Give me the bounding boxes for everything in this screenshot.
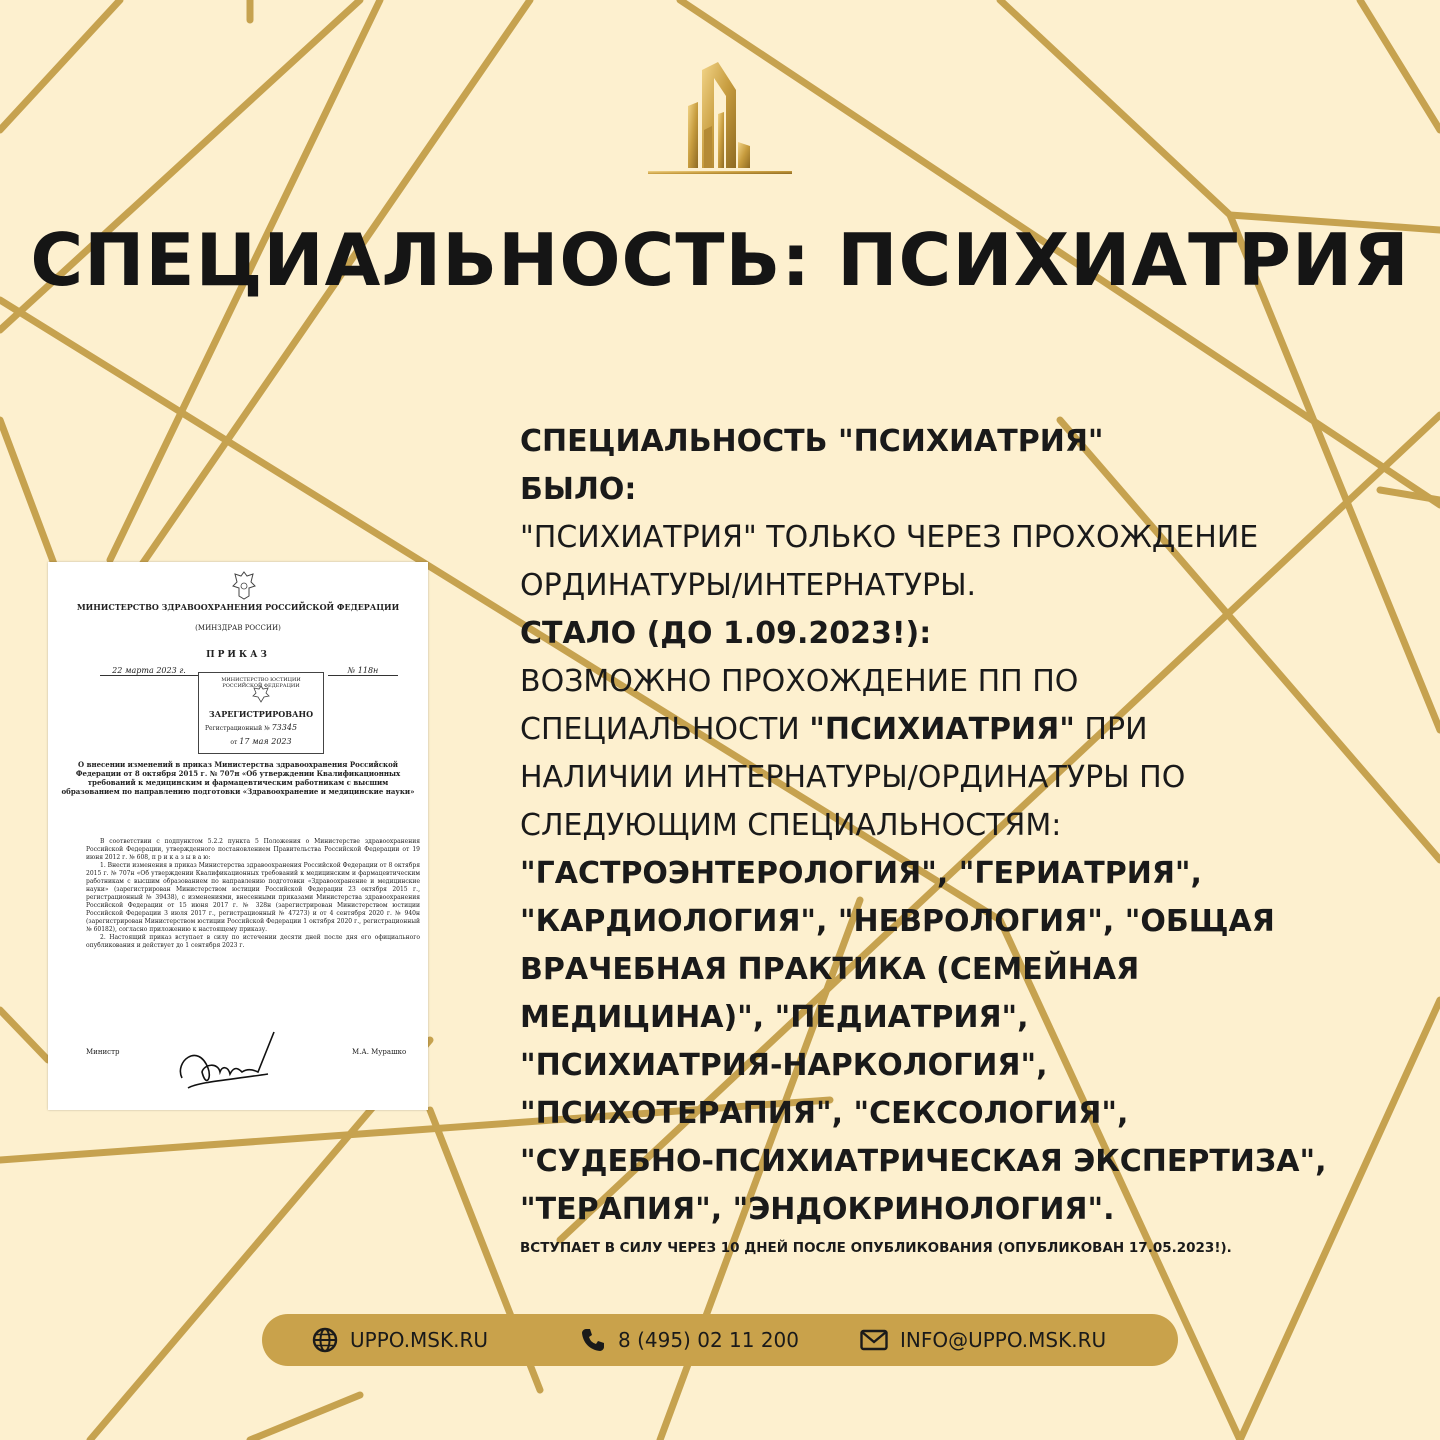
website-label: UPPO.MSK.RU	[350, 1328, 489, 1352]
order-date: 22 марта 2023 г.	[100, 666, 198, 676]
specialty-list-line: "ПСИХОТЕРАПИЯ", "СЕКСОЛОГИЯ",	[520, 1096, 1129, 1131]
contact-bar	[262, 1314, 1178, 1366]
specialty-list-line: "ТЕРАПИЯ", "ЭНДОКРИНОЛОГИЯ".	[520, 1192, 1115, 1227]
website-link[interactable]	[312, 1314, 488, 1366]
phone-link[interactable]	[580, 1314, 799, 1366]
order-paragraph: 2. Настоящий приказ вступает в силу по истечении десяти дней после дня его официального опубликования и действует до 1 сентября 2023 г.	[86, 934, 420, 949]
specialty-list-line: "СУДЕБНО-ПСИХИАТРИЧЕСКАЯ ЭКСПЕРТИЗА",	[520, 1144, 1327, 1179]
info-was-label: БЫЛО:	[520, 472, 637, 507]
registration-stamp	[198, 672, 324, 754]
effective-date-note: ВСТУПАЕТ В СИЛУ ЧЕРЕЗ 10 ДНЕЙ ПОСЛЕ ОПУБЛИКОВАНИЯ (ОПУБЛИКОВАН 17.05.2023!).	[520, 1240, 1232, 1256]
gold-buildings-logo-icon	[640, 60, 800, 180]
specialty-list-line: МЕДИЦИНА)", "ПЕДИАТРИЯ",	[520, 1000, 1029, 1035]
signer-role: Министр	[86, 1048, 120, 1056]
info-line: "ПСИХИАТРИЯ" ТОЛЬКО ЧЕРЕЗ ПРОХОЖДЕНИЕ	[520, 520, 1259, 555]
phone-icon	[580, 1327, 606, 1353]
info-line: НАЛИЧИИ ИНТЕРНАТУРЫ/ОРДИНАТУРЫ ПО	[520, 760, 1186, 795]
page-title: СПЕЦИАЛЬНОСТЬ: ПСИХИАТРИЯ	[30, 218, 1410, 302]
order-paragraph: В соответствии с подпунктом 5.2.2 пункта 5 Положения о Министерстве здравоохранения Российской Федерации, утвержденного постановлением Правительства Российской Федерации от 19 июня 2012 г. № 608, п р и к а з ы в а ю:	[86, 838, 420, 861]
globe-icon	[312, 1327, 338, 1353]
specialty-list-line: ВРАЧЕБНАЯ ПРАКТИКА (СЕМЕЙНАЯ	[520, 952, 1140, 987]
ministry-name: МИНИСТЕРСТВО ЗДРАВООХРАНЕНИЯ РОССИЙСКОЙ ФЕДЕРАЦИИ	[76, 602, 400, 612]
info-block	[520, 418, 1420, 1258]
eagle-icon	[251, 685, 271, 703]
specialty-list-line: "ПСИХИАТРИЯ-НАРКОЛОГИЯ",	[520, 1048, 1048, 1083]
order-document-image	[48, 562, 428, 1110]
info-line: ОРДИНАТУРЫ/ИНТЕРНАТУРЫ.	[520, 568, 977, 603]
info-line: СЛЕДУЮЩИМ СПЕЦИАЛЬНОСТЯМ:	[520, 808, 1062, 843]
stamp-registered: ЗАРЕГИСТРИРОВАНО	[208, 709, 314, 719]
order-subject: О внесении изменений в приказ Министерства здравоохранения Российской Федерации от 8 октября 2015 г. № 707н «Об утверждении Квалификационных требований к медицинским и фармацевтическим работникам с высшим образованием по направлению подготовки «Здравоохранение и медицинские науки»	[61, 760, 415, 796]
handwritten-signature	[168, 1022, 288, 1092]
stamp-authority: МИНИСТЕРСТВО ЮСТИЦИИ РОССИЙСКОЙ ФЕДЕРАЦИИ	[221, 677, 301, 689]
email-link[interactable]	[860, 1314, 1106, 1366]
order-body	[86, 838, 420, 950]
info-line: ВОЗМОЖНО ПРОХОЖДЕНИЕ ПП ПО	[520, 664, 1079, 699]
stamp-reg-number: Регистрационный № 73345	[205, 723, 298, 732]
stamp-date: от 17 мая 2023	[230, 737, 292, 746]
order-paragraph: 1. Внести изменения в приказ Министерства здравоохранения Российской Федерации от 8 октября 2015 г. № 707н «Об утверждении Квалификационных требований к медицинским и фармацевтическим работникам с высшим образованием по направлению подготовки «Здравоохранение и медицинские науки» (зарегистрирован Министерством юстиции Российской Федерации 23 октября 2015 г., регистрационный № 39438), с изменениями, внесенными приказами Министерства здравоохранения Российской Федерации от 15 июня 2017 г. № 328н (зарегистрирован Министерством юстиции Российской Федерации 3 июля 2017 г., регистрационный № 47273) и от 4 сентября 2020 г. № 940н (зарегистрирован Министерством юстиции Российской Федерации 1 октября 2020 г., регистрационный № 60182), согласно приложению к настоящему приказу.	[86, 862, 420, 933]
info-line: СПЕЦИАЛЬНОСТИ "ПСИХИАТРИЯ" ПРИ	[520, 712, 1148, 747]
email-label: INFO@UPPO.MSK.RU	[900, 1328, 1107, 1352]
info-emphasis: "ПСИХИАТРИЯ"	[809, 712, 1075, 747]
order-title: ПРИКАЗ	[206, 650, 270, 660]
specialty-list-line: "ГАСТРОЭНТЕРОЛОГИЯ", "ГЕРИАТРИЯ",	[520, 856, 1202, 891]
coat-of-arms-icon	[231, 570, 257, 600]
info-heading: СПЕЦИАЛЬНОСТЬ "ПСИХИАТРИЯ"	[520, 424, 1104, 459]
signer-name: М.А. Мурашко	[352, 1048, 407, 1056]
phone-label: 8 (495) 02 11 200	[618, 1328, 800, 1352]
specialty-list-line: "КАРДИОЛОГИЯ", "НЕВРОЛОГИЯ", "ОБЩАЯ	[520, 904, 1275, 939]
order-number: № 118н	[328, 666, 398, 676]
ministry-short-name: (МИНЗДРАВ РОССИИ)	[195, 624, 281, 632]
envelope-icon	[860, 1329, 888, 1351]
info-now-label: СТАЛО (ДО 1.09.2023!):	[520, 616, 932, 651]
